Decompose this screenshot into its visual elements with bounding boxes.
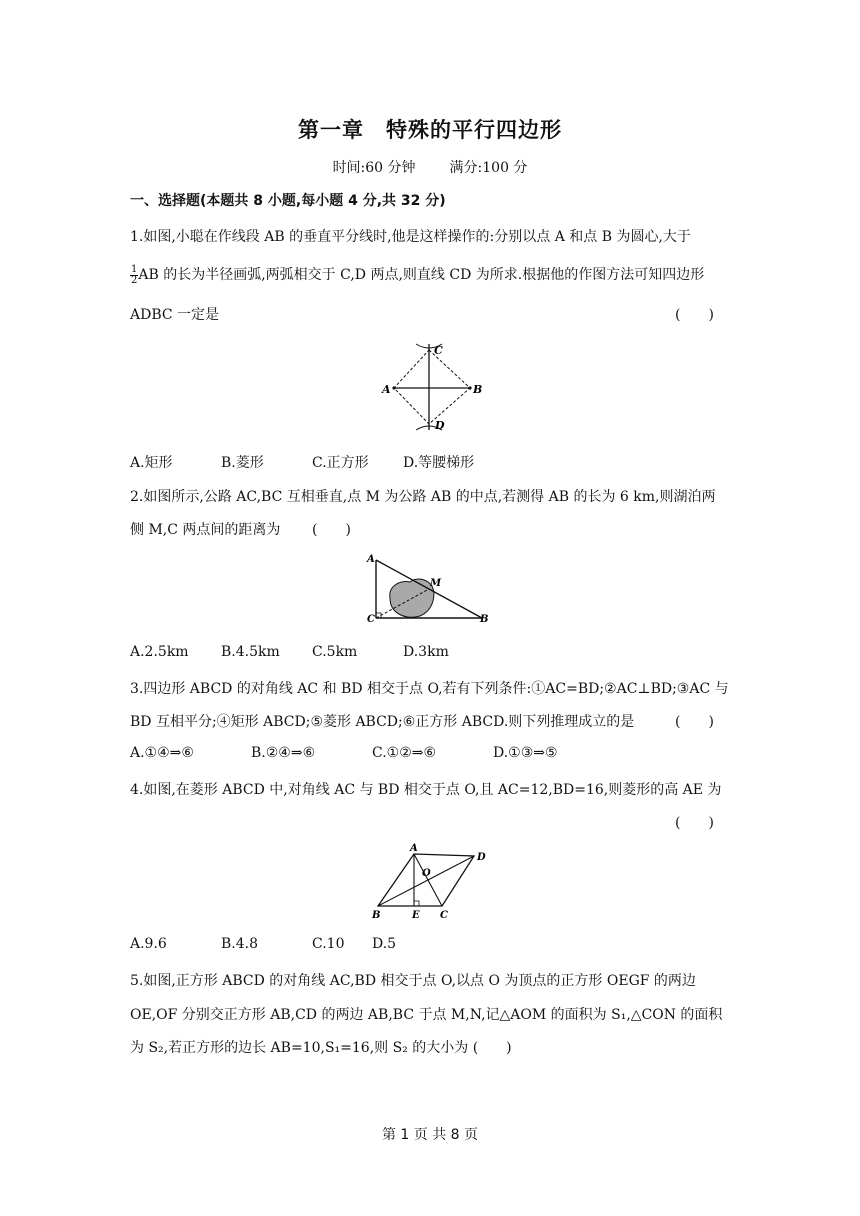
- q1-frac-den: 2: [131, 274, 138, 286]
- q3-answer-paren: ( ): [675, 714, 714, 730]
- q2-option-a: A.2.5km: [130, 644, 189, 660]
- section-heading: 一、选择题(本题共 8 小题,每小题 4 分,共 32 分): [130, 193, 446, 209]
- q1-answer-paren: ( ): [675, 307, 714, 323]
- q3-line2: BD 互相平分;④矩形 ABCD;⑤菱形 ABCD;⑥正方形 ABCD.则下列推理成立的是: [130, 714, 635, 730]
- q5-line2: OE,OF 分别交正方形 AB,CD 的两边 AB,BC 于点 M,N,记△AOM 的面积为 S₁,△CON 的面积: [130, 1007, 723, 1023]
- q4-option-c: C.10: [312, 936, 345, 952]
- q4-label-d: D: [477, 852, 486, 863]
- q5-line3: 为 S₂,若正方形的边长 AB=10,S₁=16,则 S₂ 的大小为 ( ): [130, 1040, 512, 1056]
- q1-figure: [372, 336, 492, 436]
- q3-option-a: A.①④⇒⑥: [130, 745, 194, 761]
- q1-option-d: D.等腰梯形: [403, 455, 475, 471]
- q4-answer-paren: ( ): [675, 815, 714, 831]
- q2-option-c: C.5km: [312, 644, 358, 660]
- q3-option-b: B.②④⇒⑥: [251, 745, 316, 761]
- page-number: 第 1 页 共 8 页: [381, 1127, 479, 1143]
- q2-option-b: B.4.5km: [221, 644, 280, 660]
- q2-figure: [366, 550, 492, 628]
- q4-label-a: A: [410, 843, 418, 854]
- q3-option-c: C.①②⇒⑥: [372, 745, 437, 761]
- q4-line1: 4.如图,在菱形 ABCD 中,对角线 AC 与 BD 相交于点 O,且 AC=12,BD=16,则菱形的高 AE 为: [130, 782, 722, 798]
- q4-option-b: B.4.8: [221, 936, 259, 952]
- q3-option-d: D.①③⇒⑤: [493, 745, 558, 761]
- q2-label-b: B: [480, 614, 489, 625]
- q1-option-b: B.菱形: [221, 455, 264, 471]
- q3-line1: 3.四边形 ABCD 的对角线 AC 和 BD 相交于点 O,若有下列条件:①AC=BD;②AC⊥BD;③AC 与: [130, 681, 729, 697]
- q4-option-d: D.5: [372, 936, 397, 952]
- q1-option-a: A.矩形: [130, 455, 173, 471]
- q5-line1: 5.如图,正方形 ABCD 的对角线 AC,BD 相交于点 O,以点 O 为顶点的正方形 OEGF 的两边: [130, 973, 696, 989]
- q2-line1: 2.如图所示,公路 AC,BC 互相垂直,点 M 为公路 AB 的中点,若测得 AB 的长为 6 km,则湖泊两: [130, 489, 716, 505]
- q2-answer-paren: ( ): [312, 522, 351, 538]
- q2-label-a: A: [367, 554, 375, 565]
- q1-label-d: D: [435, 419, 445, 432]
- q1-line1: 1.如图,小聪在作线段 AB 的垂直平分线时,他是这样操作的:分别以点 A 和点 B 为圆心,大于: [130, 229, 691, 245]
- q1-frac-num: 1: [131, 263, 138, 275]
- q4-label-c: C: [440, 910, 448, 920]
- q1-label-a: A: [382, 383, 391, 396]
- q1-line2: AB 的长为半径画弧,两弧相交于 C,D 两点,则直线 CD 为所求.根据他的作图方法可知四边形: [138, 267, 705, 283]
- q2-option-d: D.3km: [403, 644, 449, 660]
- q1-label-b: B: [473, 383, 483, 396]
- q1-line2-wrap: [130, 264, 704, 286]
- q1-line3: ADBC 一定是: [130, 307, 220, 323]
- time-limit: 时间:60 分钟: [332, 160, 416, 176]
- q1-label-c: C: [434, 344, 443, 357]
- q4-option-a: A.9.6: [130, 936, 167, 952]
- q4-label-b: B: [372, 910, 381, 920]
- q4-label-o: O: [422, 868, 431, 879]
- page-title: 第一章 特殊的平行四边形: [298, 118, 562, 142]
- q4-label-e: E: [412, 910, 420, 920]
- full-score: 满分:100 分: [449, 160, 528, 176]
- q1-option-c: C.正方形: [312, 455, 369, 471]
- q2-label-c: C: [367, 614, 375, 625]
- q4-figure: [366, 840, 492, 920]
- exam-info: [0, 157, 860, 177]
- q2-line2: 侧 M,C 两点间的距离为: [130, 522, 281, 538]
- q2-label-m: M: [430, 578, 442, 589]
